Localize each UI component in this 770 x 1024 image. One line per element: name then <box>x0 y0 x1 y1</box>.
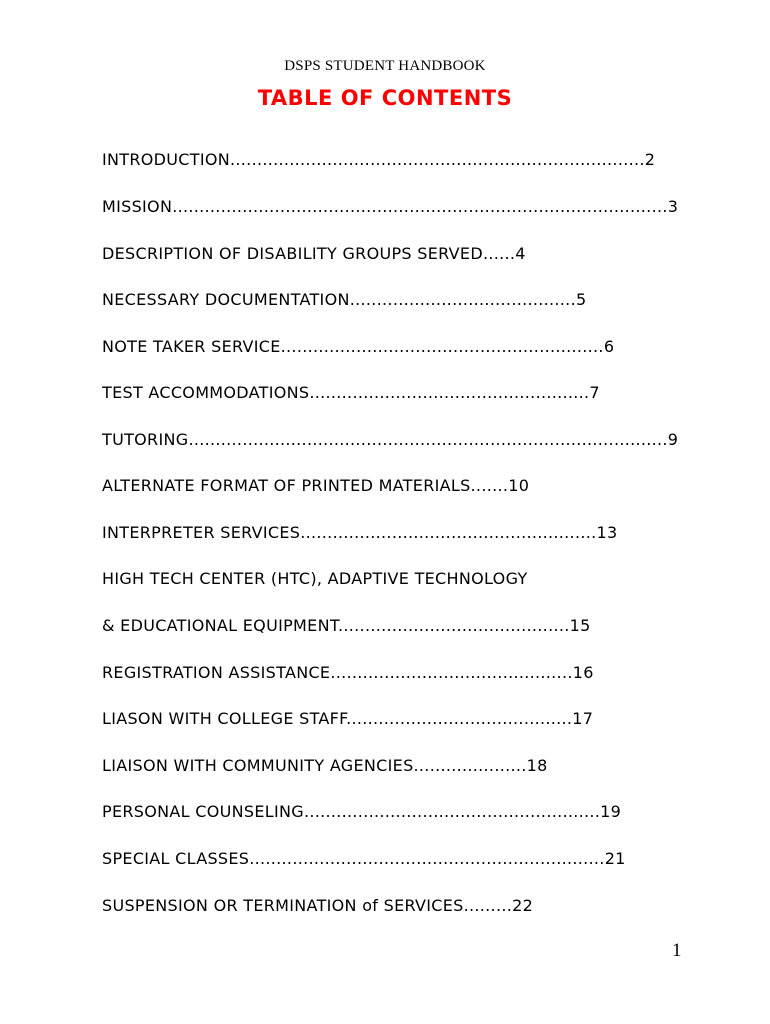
toc-entry-test-accommodations: TEST ACCOMMODATIONS....................................................7 <box>102 383 600 402</box>
toc-entry-educational-equipment: & EDUCATIONAL EQUIPMENT...........................................15 <box>102 616 591 635</box>
toc-entry-alternate-format: ALTERNATE FORMAT OF PRINTED MATERIALS.......10 <box>102 476 530 495</box>
toc-entry-counseling: PERSONAL COUNSELING.......................................................19 <box>102 802 622 821</box>
toc-entry-registration: REGISTRATION ASSISTANCE.............................................16 <box>102 663 594 682</box>
page-number: 1 <box>672 940 682 961</box>
page-title: TABLE OF CONTENTS <box>257 86 513 110</box>
toc-entry-introduction: INTRODUCTION.............................................................................2 <box>102 150 656 169</box>
toc-entry-college-staff: LIASON WITH COLLEGE STAFF..........................................17 <box>102 709 594 728</box>
toc-entry-disability-groups: DESCRIPTION OF DISABILITY GROUPS SERVED......4 <box>102 244 526 263</box>
toc-entry-documentation: NECESSARY DOCUMENTATION..........................................5 <box>102 290 587 309</box>
toc-entry-special-classes: SPECIAL CLASSES..................................................................21 <box>102 849 626 868</box>
toc-entry-tutoring: TUTORING.........................................................................................9 <box>102 430 679 449</box>
toc-entry-suspension: SUSPENSION OR TERMINATION of SERVICES.........22 <box>102 896 534 915</box>
toc-entry-interpreter: INTERPRETER SERVICES.......................................................13 <box>102 523 618 542</box>
running-header: DSPS STUDENT HANDBOOK <box>284 58 486 74</box>
toc-entry-note-taker: NOTE TAKER SERVICE............................................................6 <box>102 337 615 356</box>
toc-entry-high-tech-center: HIGH TECH CENTER (HTC), ADAPTIVE TECHNOLOGY <box>102 569 528 588</box>
toc-entry-mission: MISSION............................................................................................3 <box>102 197 679 216</box>
toc-entry-community-agencies: LIAISON WITH COMMUNITY AGENCIES.....................18 <box>102 756 548 775</box>
